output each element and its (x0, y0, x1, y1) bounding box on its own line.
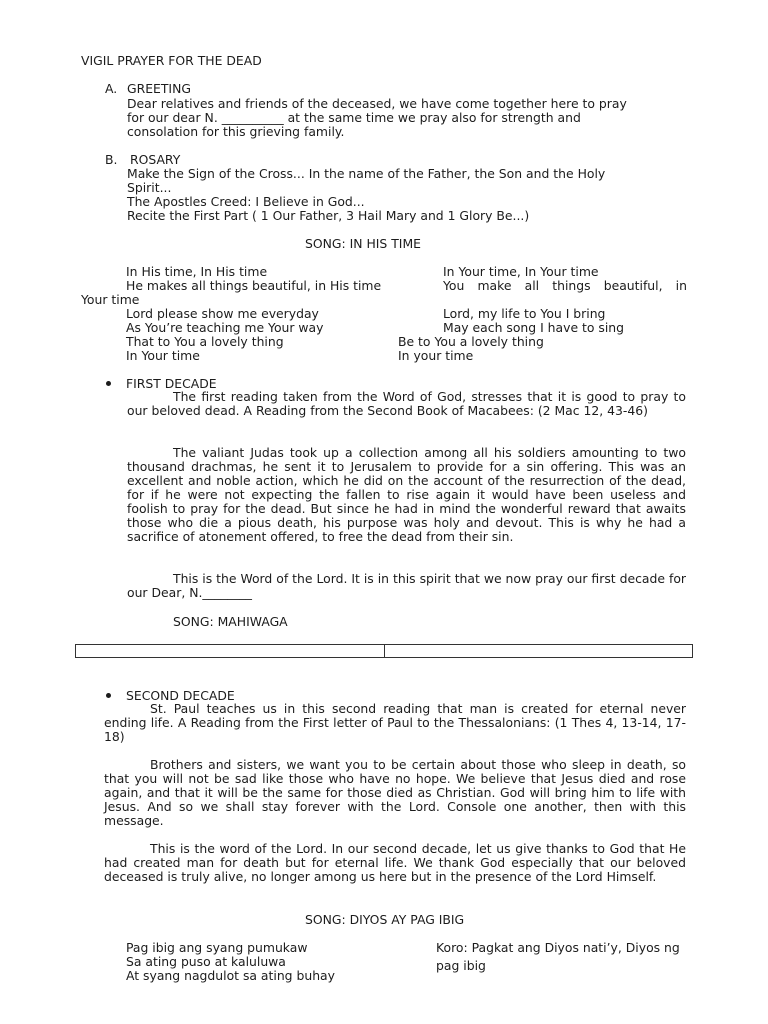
first-decade-closing: This is the Word of the Lord. It is in this spirit that we now pray our first decade for our Dear, N.________ (127, 571, 686, 600)
second-decade-intro: St. Paul teaches us in this second reading that man is created for eternal never ending life. A Reading from the First letter of Paul to the Thessalonians: (1 Thes 4, 13-14, 17-18) (104, 701, 686, 744)
song-2-title: SONG: MAHIWAGA (173, 614, 288, 629)
document-title: VIGIL PRAYER FOR THE DEAD (81, 53, 262, 68)
table-divider (384, 645, 385, 657)
first-decade-heading: FIRST DECADE (126, 376, 217, 391)
lyric-line: Your time (81, 292, 140, 307)
lyric-line: Koro: Pagkat ang Diyos nati’y, Diyos ng (436, 940, 680, 955)
song-1-title: SONG: IN HIS TIME (305, 236, 421, 251)
greeting-line: for our dear N. __________ at the same time we pray also for strength and (127, 110, 581, 125)
song-table (75, 644, 693, 658)
rosary-line: Make the Sign of the Cross... In the name of the Father, the Son and the Holy (127, 166, 606, 181)
bullet-icon (106, 693, 111, 698)
lyric-line: In Your time (126, 348, 200, 363)
lyric-line: In His time, In His time (126, 264, 268, 279)
lyric-line: At syang nagdulot sa ating buhay (126, 968, 335, 983)
bullet-icon (106, 381, 111, 386)
lyric-line: He makes all things beautiful, in His time (126, 278, 382, 293)
rosary-line: The Apostles Creed: I Believe in God... (127, 194, 365, 209)
lyric-line: In your time (398, 348, 474, 363)
greeting-line: Dear relatives and friends of the deceased, we have come together here to pray (127, 96, 627, 111)
word: You (443, 278, 465, 293)
rosary-line: Recite the First Part ( 1 Our Father, 3 Hail Mary and 1 Glory Be...) (127, 208, 530, 223)
second-decade-closing: This is the word of the Lord. In our second decade, let us give thanks to God that He had created man for death but for eternal life. We thank God especially that our beloved deceased is truly alive, no longer among us here but in the presence of the Lord Himself. (104, 841, 686, 884)
lyric-line: May each song I have to sing (443, 320, 624, 335)
section-a-label: A. (105, 81, 118, 96)
lyric-line-justified (443, 278, 687, 293)
section-b-heading: ROSARY (130, 152, 181, 167)
second-decade-reading: Brothers and sisters, we want you to be certain about those who sleep in death, so that you will not be sad like those who have no hope. We believe that Jesus died and rose again, and that it will be the same for those died as Christian. God will bring him to life with Jesus. And so we shall stay forever with the Lord. Console one another, then with this message. (104, 757, 686, 828)
lyric-line: As You’re teaching me Your way (126, 320, 324, 335)
lyric-line: Lord please show me everyday (126, 306, 319, 321)
greeting-line: consolation for this grieving family. (127, 124, 345, 139)
lyric-line: Be to You a lovely thing (398, 334, 544, 349)
lyric-line: Pag ibig ang syang pumukaw (126, 940, 308, 955)
lyric-line: Lord, my life to You I bring (443, 306, 606, 321)
section-a-heading: GREETING (127, 81, 191, 96)
word: beautiful, (603, 278, 663, 293)
section-b-label: B. (105, 152, 118, 167)
rosary-line: Spirit... (127, 180, 172, 195)
word: things (552, 278, 591, 293)
song-3-title: SONG: DIYOS AY PAG IBIG (305, 912, 465, 927)
first-decade-reading: The valiant Judas took up a collection among all his soldiers amounting to two thousand drachmas, he sent it to Jerusalem to provide for a sin offering. This was an excellent and noble action, which he did on the account of the resurrection of the dead, for if he were not expecting the fallen to rise again it would have been useless and foolish to pray for the dead. But since he had in mind the wonderful reward that awaits those who die a pious death, his purpose was holy and devout. This is why he had a sacrifice of atonement offered, to free the dead from their sin. (127, 445, 686, 544)
lyric-line: Sa ating puso at kaluluwa (126, 954, 286, 969)
word: all (524, 278, 540, 293)
word: make (477, 278, 512, 293)
second-decade-heading: SECOND DECADE (126, 688, 235, 703)
lyric-line: pag ibig (436, 958, 486, 973)
word: in (675, 278, 687, 293)
lyric-line: In Your time, In Your time (443, 264, 599, 279)
first-decade-intro: The first reading taken from the Word of God, stresses that it is good to pray to our beloved dead. A Reading from the Second Book of Macabees: (2 Mac 12, 43-46) (127, 389, 686, 418)
lyric-line: That to You a lovely thing (126, 334, 284, 349)
